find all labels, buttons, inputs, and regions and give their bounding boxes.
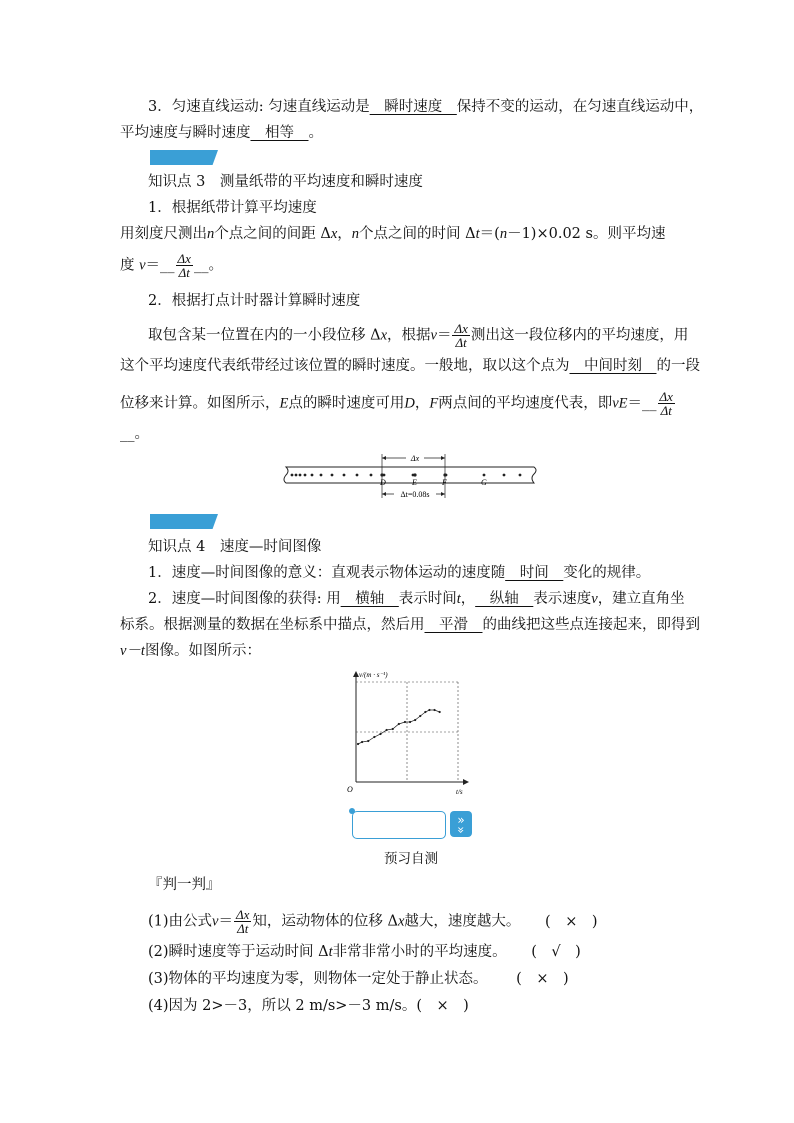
var: t bbox=[456, 591, 461, 607]
var: x bbox=[380, 327, 388, 344]
text: 3．匀速直线运动: 匀速直线运动是 bbox=[148, 99, 370, 115]
var: v bbox=[139, 257, 146, 274]
kp3-s1-formula: 度 v＝__ $\frac{\Delta x}{\Delta t}$ __。 bbox=[120, 251, 223, 280]
text: 个点之间的时间 Δ bbox=[359, 226, 476, 242]
tape-point-D: D bbox=[380, 478, 386, 487]
fraction bbox=[658, 390, 675, 417]
text: 表示时间 bbox=[398, 591, 457, 607]
text: (1)由公式 bbox=[148, 913, 213, 930]
text: ＝ bbox=[145, 257, 161, 274]
blank-answer: __平滑__ bbox=[424, 617, 483, 633]
tape-dots bbox=[291, 474, 522, 477]
text: 的一段 bbox=[656, 358, 700, 374]
text: －1)×0.02 s。则平均速 bbox=[507, 226, 666, 242]
text: 点的瞬时速度可用 bbox=[288, 395, 405, 412]
data-point bbox=[361, 741, 363, 743]
var: n bbox=[351, 226, 360, 242]
paragraph-3-line2 bbox=[120, 123, 323, 143]
text: 两点间的平均速度代表，即 bbox=[438, 395, 613, 412]
section-banner bbox=[150, 150, 218, 165]
data-point bbox=[357, 743, 359, 745]
var: v bbox=[212, 913, 219, 930]
kp3-s2-title: 2．根据打点计时器计算瞬时速度 bbox=[148, 293, 361, 309]
var: t bbox=[328, 944, 333, 960]
graph-xlabel: t/s bbox=[456, 788, 463, 796]
data-point bbox=[392, 728, 394, 730]
answer-mark: ( √ ) bbox=[531, 944, 581, 960]
text: 个点之间的间距 Δ bbox=[214, 226, 331, 242]
preview-title: 预习自测 bbox=[384, 851, 438, 867]
fraction bbox=[176, 252, 193, 279]
data-point bbox=[398, 723, 400, 725]
kp4-s2-line2 bbox=[120, 615, 700, 635]
text: 位移来计算。如图所示， bbox=[120, 395, 280, 412]
kp3-s2-line2 bbox=[120, 356, 700, 376]
blank-answer: __时间__ bbox=[505, 565, 564, 581]
var: vE bbox=[612, 395, 628, 412]
text: 。 bbox=[308, 125, 323, 141]
kp4-s2-line1 bbox=[148, 589, 685, 609]
text: 标系。根据测量的数据在坐标系中描点，然后用 bbox=[120, 617, 425, 633]
question-1 bbox=[148, 908, 598, 935]
text: 。 bbox=[134, 426, 149, 442]
text: ＝ bbox=[436, 327, 452, 344]
var: v bbox=[591, 591, 598, 607]
frac-num: Δx bbox=[454, 321, 468, 336]
vt-curve bbox=[358, 710, 440, 744]
data-point bbox=[404, 721, 406, 723]
kp4-s1 bbox=[148, 563, 650, 583]
data-point bbox=[379, 733, 381, 735]
data-point bbox=[414, 719, 416, 721]
blank-answer: __中间时刻__ bbox=[569, 358, 657, 374]
text: 度 bbox=[120, 257, 135, 274]
data-point bbox=[419, 715, 421, 717]
data-point bbox=[373, 736, 375, 738]
data-point bbox=[367, 740, 369, 742]
text: 变化的规律。 bbox=[563, 565, 651, 581]
tape-point-F: F bbox=[442, 478, 447, 487]
var: x bbox=[330, 226, 338, 242]
graph-origin: O bbox=[347, 785, 353, 794]
data-point bbox=[424, 711, 426, 713]
text: ＝( bbox=[479, 226, 500, 242]
text: 的曲线把这些点连接起来，即得到 bbox=[482, 617, 700, 633]
text: ， bbox=[337, 226, 352, 242]
text: 非常非常小时的平均速度。 bbox=[332, 944, 507, 960]
data-point bbox=[428, 709, 430, 711]
text: ＝ bbox=[627, 395, 642, 412]
text: ，建立直角坐 bbox=[597, 591, 685, 607]
var: F bbox=[429, 395, 439, 412]
text: 知，运动物体的位移 Δ bbox=[252, 913, 398, 930]
frac-num: Δx bbox=[177, 251, 191, 266]
preview-dot bbox=[349, 808, 355, 814]
fraction bbox=[234, 908, 251, 935]
kp3-s2-line3: 位移来计算。如图所示，E点的瞬时速度可用D，F两点间的平均速度代表，即vE＝__ $\frac{\Delta x}{\Delta t}$ bbox=[120, 389, 673, 418]
var: v－t bbox=[120, 643, 145, 659]
text: ，根据 bbox=[387, 327, 431, 344]
text: (4)因为 2>－3，所以 2 m/s>－3 m/s。 bbox=[148, 998, 417, 1014]
kp3-s1-title: 1．根据纸带计算平均速度 bbox=[148, 200, 317, 216]
text: 图像。如图所示： bbox=[144, 643, 261, 659]
data-point bbox=[433, 709, 435, 711]
text: ， bbox=[414, 395, 430, 412]
tape-label-dx: Δx bbox=[410, 454, 420, 463]
text: 表示速度 bbox=[533, 591, 592, 607]
frac-num: Δx bbox=[659, 389, 673, 404]
answer-mark: ( × ) bbox=[545, 913, 598, 930]
data-point bbox=[439, 711, 441, 713]
var: E bbox=[279, 395, 289, 412]
blank-answer: __横轴__ bbox=[340, 591, 399, 607]
blank-answer: __相等__ bbox=[250, 125, 309, 141]
judge-heading: 『判一判』 bbox=[148, 877, 221, 893]
vt-points bbox=[357, 709, 441, 745]
frac-den: Δt bbox=[237, 921, 249, 936]
preview-box bbox=[352, 811, 446, 839]
text: 测出这一段位移内的平均速度，用 bbox=[470, 327, 689, 344]
point-E-dot bbox=[413, 473, 416, 476]
text: 1．速度—时间图像的意义：直观表示物体运动的速度随 bbox=[148, 565, 506, 581]
blank-answer: __纵轴__ bbox=[475, 591, 534, 607]
var: n bbox=[499, 226, 508, 242]
data-point bbox=[409, 721, 411, 723]
text: 取包含某一位置在内的一小段位移 Δ bbox=[148, 327, 381, 344]
kp4-s2-line3 bbox=[120, 641, 261, 661]
text: (2)瞬时速度等于运动时间 Δ bbox=[148, 944, 329, 960]
text: 越大，速度越大。 bbox=[404, 913, 521, 930]
text: 。 bbox=[208, 257, 223, 274]
text: 用刻度尺测出 bbox=[120, 226, 207, 242]
question-3 bbox=[148, 969, 569, 989]
text: (3)物体的平均速度为零，则物体一定处于静止状态。 bbox=[148, 971, 488, 987]
blank-answer: __瞬时速度__ bbox=[369, 99, 457, 115]
tape-label-dt: Δt=0.08s bbox=[400, 490, 430, 499]
text: 保持不变的运动，在匀速直线运动中， bbox=[456, 99, 704, 115]
answer-mark: ( × ) bbox=[416, 998, 469, 1014]
frac-num: Δx bbox=[235, 907, 250, 922]
question-4 bbox=[148, 996, 469, 1016]
frac-den: Δt bbox=[455, 335, 467, 350]
tape-point-G: G bbox=[481, 478, 487, 487]
frac-den: Δt bbox=[660, 403, 672, 418]
text: ， bbox=[460, 591, 476, 607]
var: x bbox=[397, 913, 405, 930]
kp4-title: 知识点 4 速度—时间图像 bbox=[148, 539, 322, 555]
text: ＝ bbox=[218, 913, 233, 930]
kp3-s1-text bbox=[120, 224, 665, 244]
question-2 bbox=[148, 942, 581, 962]
section-banner bbox=[150, 514, 218, 529]
var: n bbox=[207, 226, 215, 242]
frac-den: Δt bbox=[178, 265, 190, 280]
text: 2．速度—时间图像的获得: 用 bbox=[148, 591, 341, 607]
data-point bbox=[386, 729, 388, 731]
paper-tape-figure bbox=[282, 450, 540, 502]
graph-ylabel: v/(m · s⁻¹) bbox=[359, 671, 388, 679]
expand-chevron-icon[interactable]: » » bbox=[450, 811, 472, 837]
text: 平均速度与瞬时速度 bbox=[120, 125, 251, 141]
paragraph-3-line1 bbox=[148, 97, 703, 117]
fraction bbox=[452, 322, 469, 349]
text: 这个平均速度代表纸带经过该位置的瞬时速度。一般地，取以这个点为 bbox=[120, 358, 570, 374]
var: t bbox=[475, 226, 480, 242]
answer-mark: ( × ) bbox=[516, 971, 569, 987]
tape-point-E: E bbox=[412, 478, 417, 487]
vt-graph bbox=[340, 664, 480, 796]
kp3-title: 知识点 3 测量纸带的平均速度和瞬时速度 bbox=[148, 174, 423, 190]
kp3-s2-line1 bbox=[148, 322, 688, 349]
kp3-s2-line4: __。 bbox=[120, 426, 149, 442]
var: D bbox=[404, 395, 415, 412]
var: v bbox=[430, 327, 437, 344]
